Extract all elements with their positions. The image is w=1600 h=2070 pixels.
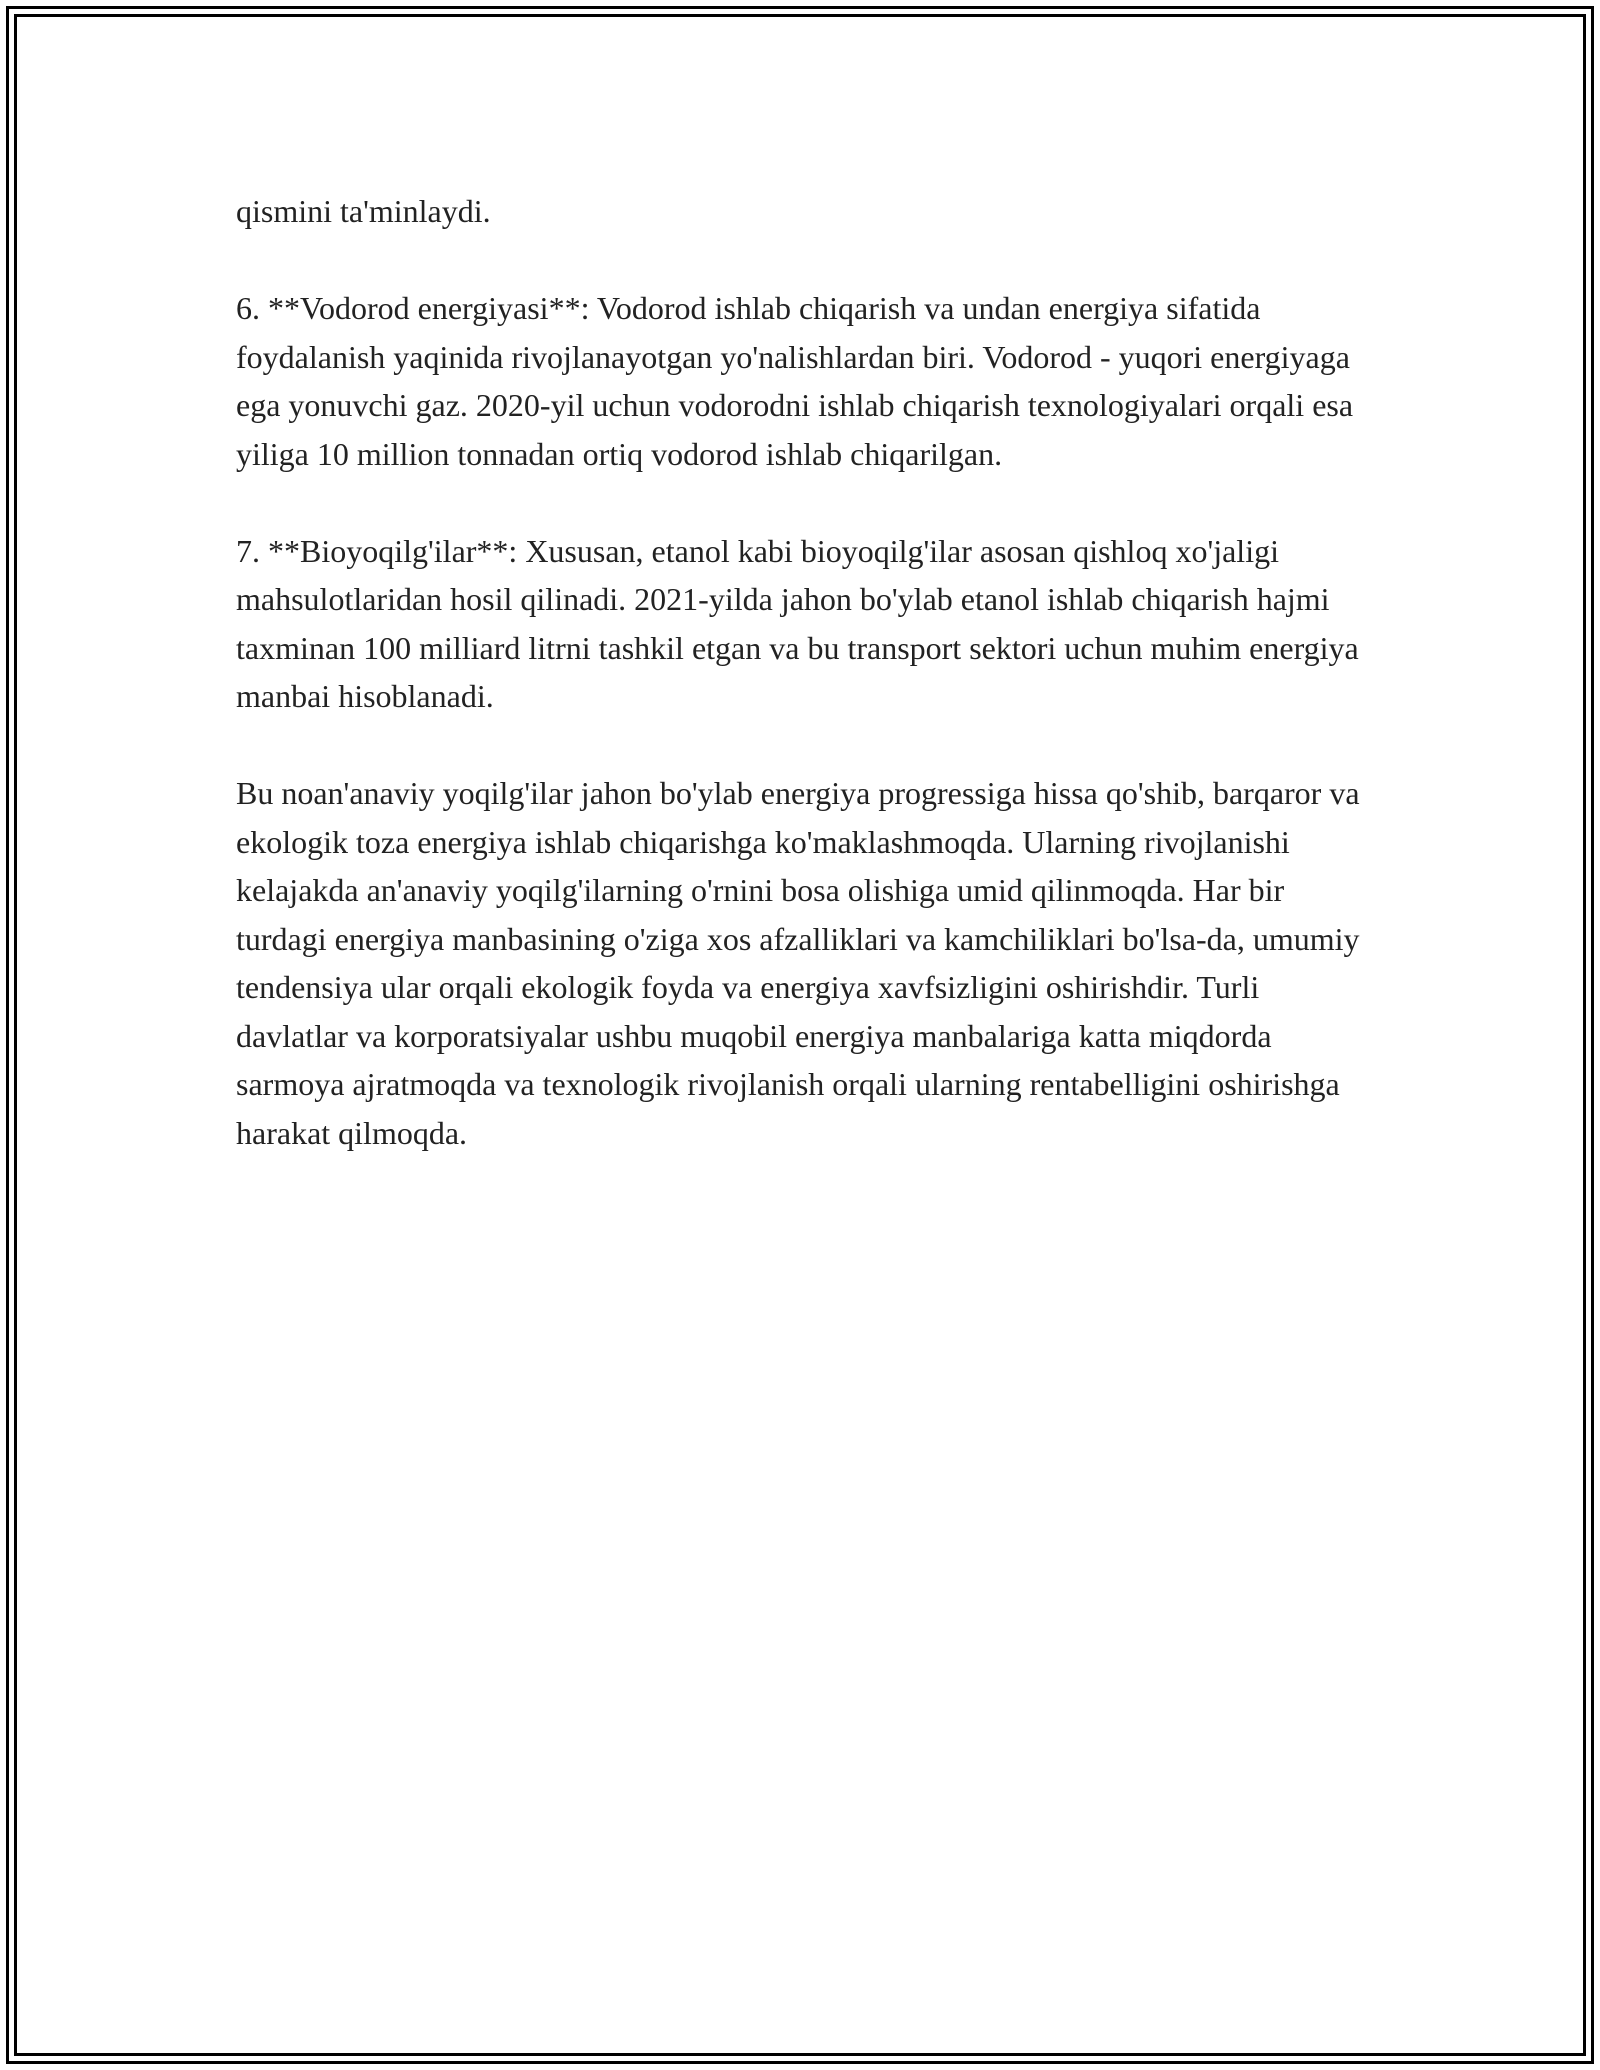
paragraph-biofuels: 7. **Bioyoqilg'ilar**: Xususan, etanol kabi bioyoqilg'ilar asosan qishloq xo'jaligi mahsulotlaridan hosil qilinadi. 2021-yilda jahon bo'ylab etanol ishlab chiqarish hajmi taxminan 100 milliard litrni tashkil etgan va bu transport sektori uchun muhim energiya manbai hisoblanadi. (236, 532, 1359, 714)
paragraph-continuation: qismini ta'minlaydi. (236, 193, 491, 229)
document-body (236, 187, 1376, 1206)
paragraph-hydrogen-energy: 6. **Vodorod energiyasi**: Vodorod ishlab chiqarish va undan energiya sifatida foydalanish yaqinida rivojlanayotgan yo'nalishlardan biri. Vodorod - yuqori energiyaga ega yonuvchi gaz. 2020-yil uchun vodorodni ishlab chiqarish texnologiyalari orqali esa yiliga 10 million tonnadan ortiq vodorod ishlab chiqarilgan. (236, 290, 1354, 472)
paragraph-conclusion: Bu noan'anaviy yoqilg'ilar jahon bo'ylab energiya progressiga hissa qo'shib, barqaror va ekologik toza energiya ishlab chiqarishga ko'maklashmoqda. Ularning rivojlanishi kelajakda an'anaviy yoqilg'ilarning o'rnini bosa olishiga umid qilinmoqda. Har bir turdagi energiya manbasining o'ziga xos afzalliklari va kamchiliklari bo'lsa-da, umumiy tendensiya ular orqali ekologik foyda va energiya xavfsizligini oshirishdir. Turli davlatlar va korporatsiyalar ushbu muqobil energiya manbalariga katta miqdorda sarmoya ajratmoqda va texnologik rivojlanish orqali ularning rentabelligini oshirishga harakat qilmoqda. (236, 775, 1360, 1151)
